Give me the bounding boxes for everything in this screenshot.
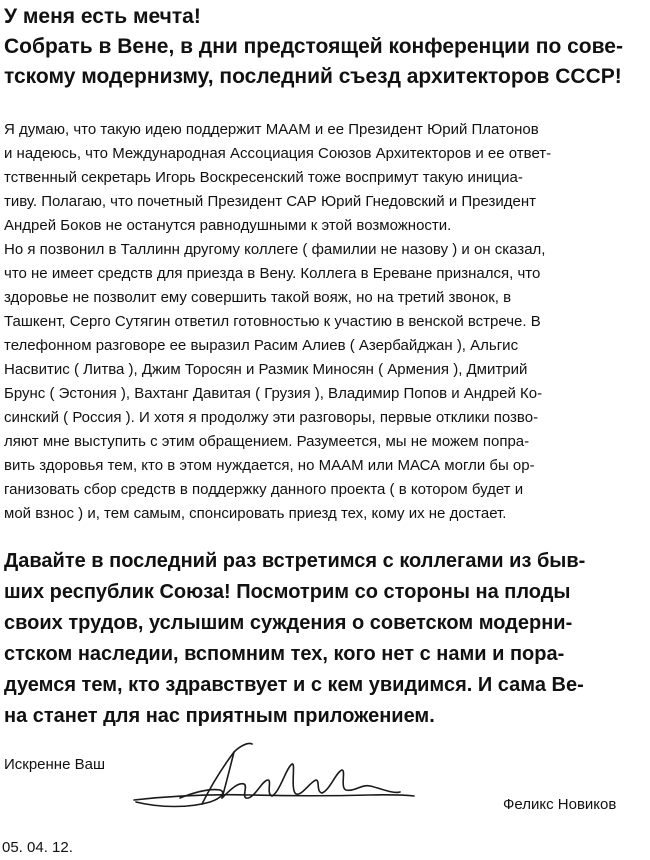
- closing-phrase: Искренне Ваш: [4, 756, 105, 773]
- body-line: телефонном разговоре ее выразил Расим Алиев ( Азербайджан ), Альгис: [4, 337, 519, 354]
- body-line: и надеюсь, что Международная Ассоциация Союзов Архитекторов и ее ответ-: [4, 145, 552, 162]
- appeal-line: стском наследии, вспомним тех, кого нет с нами и пора-: [4, 643, 565, 665]
- body-line: здоровье не позволит ему совершить такой вояж, но на третий звонок, в: [4, 289, 512, 306]
- handwritten-signature: [130, 738, 420, 828]
- appeal-line: на станет для нас приятным приложением.: [4, 705, 435, 727]
- body-line: Андрей Боков не останутся равнодушными к этой возможности.: [4, 217, 452, 234]
- author-name: Феликс Новиков: [503, 796, 617, 813]
- letter-body: [4, 118, 646, 526]
- appeal-line: Давайте в последний раз встретимся с коллегами из быв-: [4, 550, 586, 572]
- appeal-line: своих трудов, услышим суждения о советском модерни-: [4, 612, 573, 634]
- body-line: синский ( Россия ). И хотя я продолжу эти разговоры, первые отклики позво-: [4, 409, 539, 426]
- body-line: ганизовать сбор средств в поддержку данного проекта ( в котором будет и: [4, 481, 524, 498]
- body-line: тственный секретарь Игорь Воскресенский тоже воспримут такую инициа-: [4, 169, 523, 186]
- body-line: Но я позвонил в Таллинн другому коллеге ( фамилии не назову ) и он сказал,: [4, 241, 546, 258]
- body-line: Брунс ( Эстония ), Вахтанг Давитая ( Грузия ), Владимир Попов и Андрей Ко-: [4, 385, 543, 402]
- appeal-line: ших республик Союза! Посмотрим со стороны на плоды: [4, 581, 571, 603]
- body-line: Ташкент, Серго Сутягин ответил готовностью к участию в венской встрече. В: [4, 313, 541, 330]
- body-line: мой взнос ) и, тем самым, спонсировать приезд тех, кому их не достает.: [4, 505, 507, 522]
- body-line: Насвитис ( Литва ), Джим Торосян и Размик Миносян ( Армения ), Дмитрий: [4, 361, 528, 378]
- letter-appeal: [4, 546, 646, 732]
- body-line: ляют мне выступить с этим обращением. Разумеется, мы не можем попра-: [4, 433, 530, 450]
- body-line: тиву. Полагаю, что почетный Президент САР Юрий Гнедовский и Президент: [4, 193, 537, 210]
- body-line: Я думаю, что такую идею поддержит МААМ и ее Президент Юрий Платонов: [4, 121, 539, 138]
- heading-line: У меня есть мечта!: [4, 5, 201, 28]
- heading-line: Собрать в Вене, в дни предстоящей конференции по сове-: [4, 35, 623, 58]
- heading-line: тскому модернизму, последний съезд архитекторов СССР!: [4, 65, 622, 88]
- appeal-line: дуемся тем, кто здравствует и с кем увидимся. И сама Ве-: [4, 674, 584, 696]
- letter-date: 05. 04. 12.: [2, 839, 73, 856]
- body-line: что не имеет средств для приезда в Вену. Коллега в Ереване признался, что: [4, 265, 541, 282]
- body-line: вить здоровья тем, кто в этом нуждается, но МААМ или МАСА могли бы ор-: [4, 457, 535, 474]
- letter-heading: [4, 2, 646, 92]
